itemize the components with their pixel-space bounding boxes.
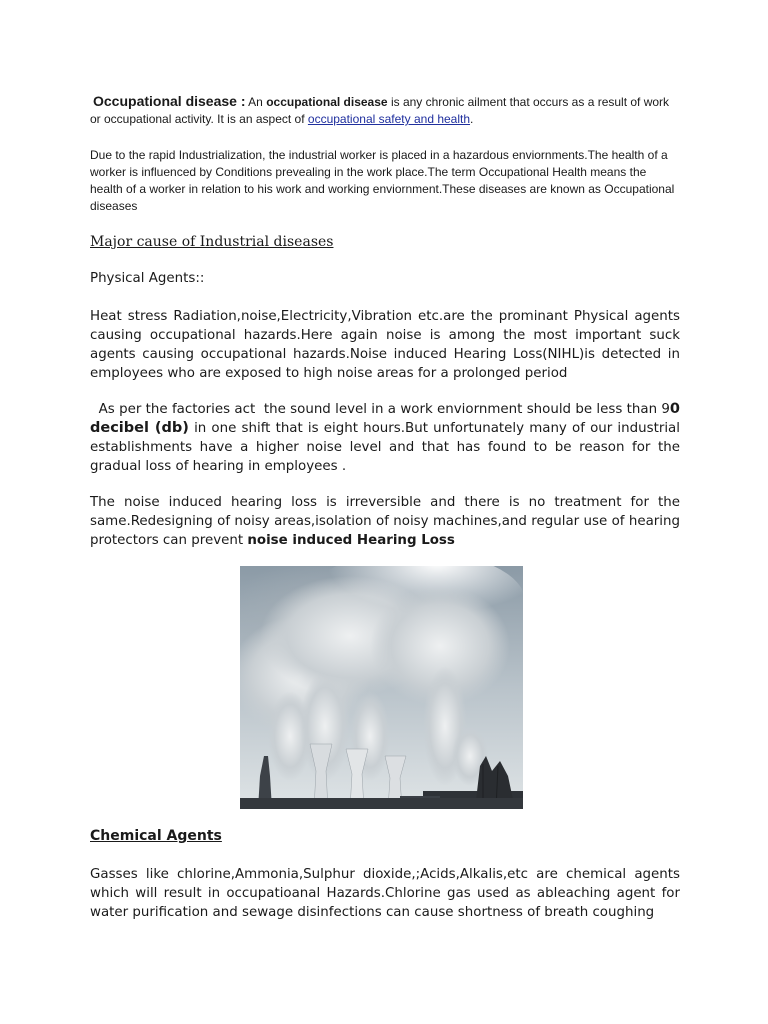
industrialization-paragraph: Due to the rapid Industrialization, the industrial worker is placed in a hazardous enviornments.The health of a worker is influenced by Conditions prevealing in the work place.The term Occupational Health means the health of a worker in relation to his work and working enviornment.These diseases are known as Occupational diseases <box>90 148 675 213</box>
intro-text-3: . <box>470 112 474 126</box>
intro-paragraph <box>90 93 678 128</box>
term-heading: Occupational disease : <box>93 93 246 109</box>
intro-bold-term: occupational disease <box>266 95 388 109</box>
chemical-agents-heading: Chemical Agents <box>90 828 222 844</box>
osh-link[interactable]: occupational safety and health <box>307 112 471 126</box>
factories-text-2: in one shift that is eight hours.But unfortunately many of our industrial establishments have a higher noise level and that has found to be reason for the gradual loss of hearing in employees . <box>90 421 680 474</box>
physical-agents-label: Physical Agents:: <box>90 271 205 286</box>
noise-text-1: The noise induced hearing loss is irreversible and there is no treatment for the same.Redesigning of noisy areas,isolation of noisy machines,and regular use of hearing protectors can prevent <box>90 495 680 548</box>
noise-bold: noise induced Hearing Loss <box>247 533 455 548</box>
factory-smoke-photo <box>240 566 523 809</box>
factories-act-paragraph <box>90 400 680 476</box>
intro-text-2: is any chronic ailment that occurs as a result of work or occupational activity. It is an aspect of <box>90 95 670 126</box>
decibel-bold: 0 decibel (db) <box>90 401 681 436</box>
chemical-agents-paragraph: Gasses like chlorine,Ammonia,Sulphur dioxide,;Acids,Alkalis,etc are chemical agents which will result in occupatioanal Hazards.Chlorine gas used as ableaching agent for water purification and sewage disinfections can cause shortness of breath coughing <box>90 867 680 920</box>
major-cause-heading: Major cause of Industrial diseases <box>90 234 334 250</box>
noise-loss-paragraph <box>90 493 680 550</box>
physical-agents-paragraph: Heat stress Radiation,noise,Electricity,Vibration etc.are the prominant Physical agents causing occupational hazards.Here again noise is among the most important suck agents causing occupational hazards.Noise induced Hearing Loss(NIHL)is detected in employees who are exposed to high noise areas for a prolonged period <box>90 309 680 381</box>
factories-text-1: As per the factories act the sound level in a work enviornment should be less than 9 <box>90 402 670 417</box>
intro-text-1: An <box>248 95 263 109</box>
